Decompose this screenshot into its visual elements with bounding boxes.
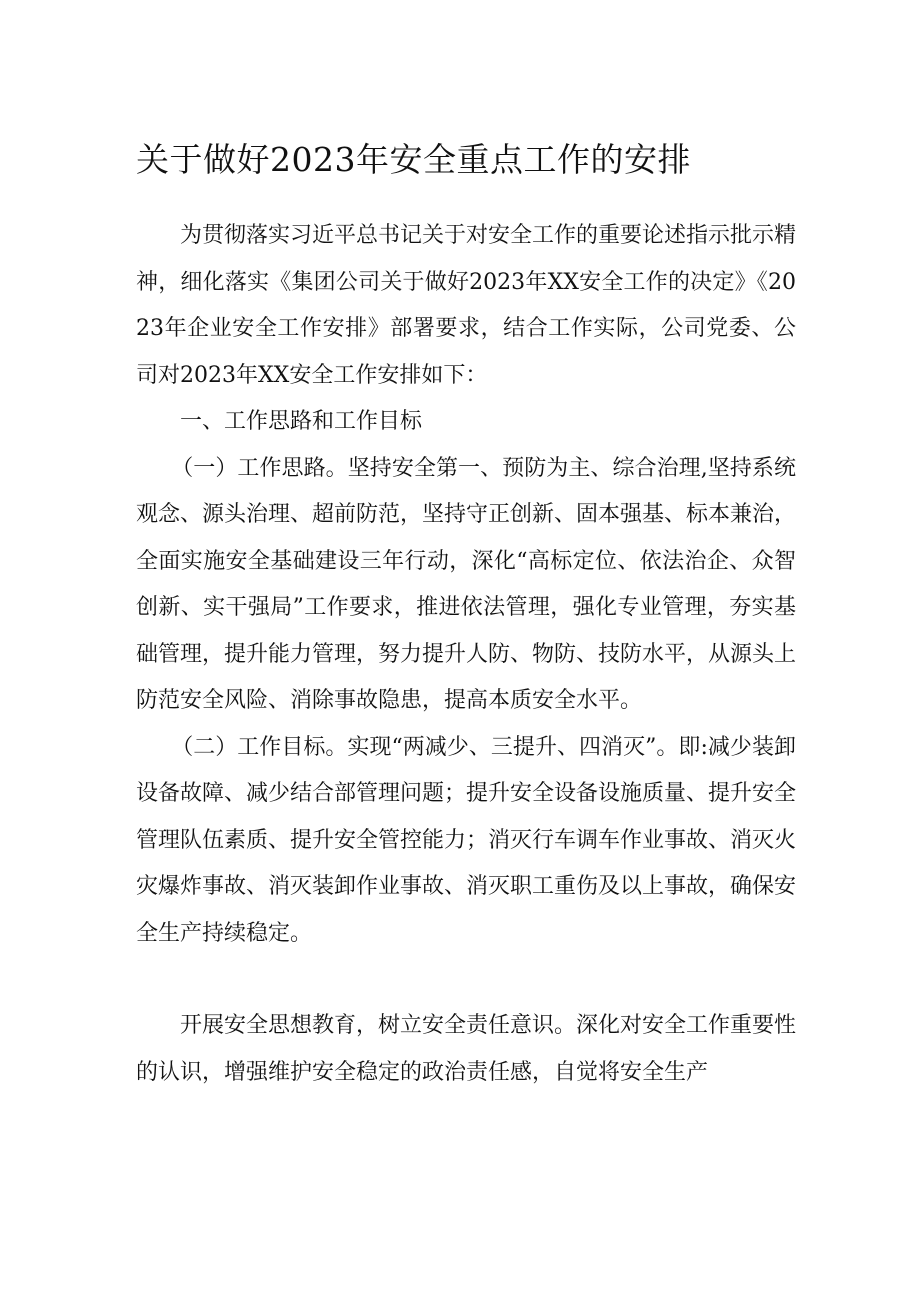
section-heading: 一、工作思路和工作目标: [180, 409, 423, 434]
paragraph-gap: [136, 957, 796, 1003]
education-paragraph: 开展安全思想教育，树立安全责任意识。深化对安全工作重要性的认识，增强维护安全稳定的政治责任感，自觉将安全生产: [136, 1013, 797, 1085]
document-title: 关于做好2023年安全重点工作的安排: [136, 140, 691, 179]
work-goals-paragraph: （二）工作目标。实现“两减少、三提升、四消灭”。即:减少装卸设备故障、减少结合部管理问题；提升安全设备设施质量、提升安全管理队伍素质、提升安全管控能力；消灭行车调车作业事故、消灭火灾爆炸事故、消灭装卸作业事故、消灭职工重伤及以上事故，确保安全生产持续稳定。: [136, 734, 797, 946]
document-body: [136, 213, 796, 1096]
work-approach-paragraph: （一）工作思路。坚持安全第一、预防为主、综合治理,坚持系统观念、源头治理、超前防范，坚持守正创新、固本强基、标本兼治，全面实施安全基础建设三年行动，深化“高标定位、依法治企、众智创新、实干强局”工作要求，推进依法管理，强化专业管理，夯实基础管理，提升能力管理，努力提升人防、物防、技防水平，从源头上防范安全风险、消除事故隐患，提高本质安全水平。: [136, 455, 797, 713]
intro-paragraph: 为贯彻落实习近平总书记关于对安全工作的重要论述指示批示精神，细化落实《集团公司关于做好2023年XX安全工作的决定》《2023年企业安全工作安排》部署要求，结合工作实际，公司党委、公司对2023年XX安全工作安排如下：: [136, 223, 797, 388]
